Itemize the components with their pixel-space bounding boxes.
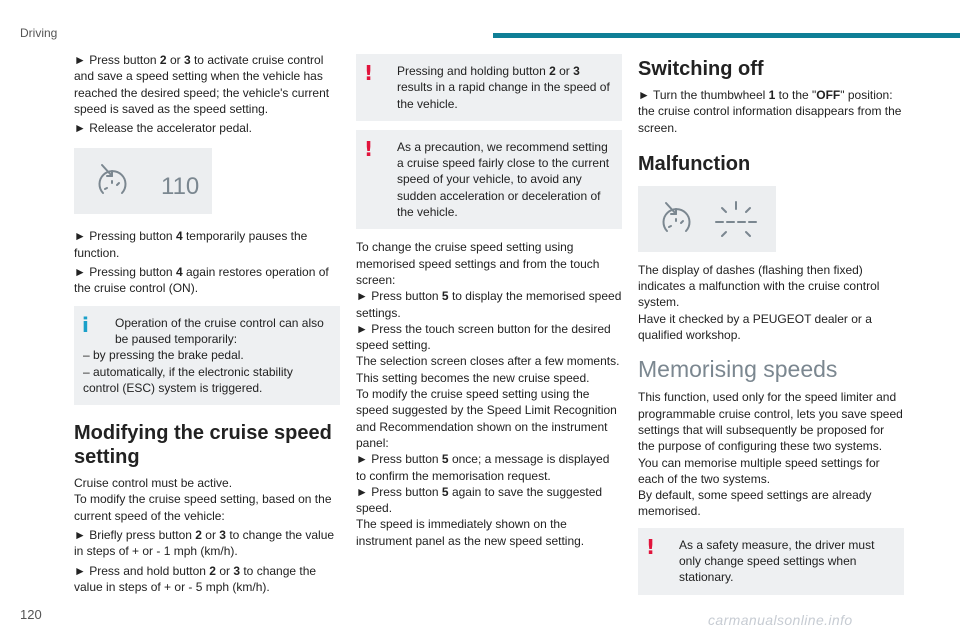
col2-p7: ► Press button 5 once; a message is displayed to confirm the memorisation request. bbox=[356, 452, 610, 483]
col3-p-off: ► Turn the thumbwheel 1 to the "OFF" position: the cruise control information disappears from the screen. bbox=[638, 88, 902, 135]
warning-note-1-text: Pressing and holding button 2 or 3 results in a rapid change in the speed of the vehicle. bbox=[397, 64, 610, 111]
warning-note-3-text: As a safety measure, the driver must only change speed settings when stationary. bbox=[679, 537, 875, 585]
col3-p-malf1: The display of dashes (flashing then fixed) indicates a malfunction with the cruise control system. bbox=[638, 262, 880, 310]
col1-p2: ► Release the accelerator pedal. bbox=[74, 121, 252, 136]
col1-p3: ► Pressing button 4 temporarily pauses the function. bbox=[74, 229, 308, 260]
speedometer-icon bbox=[74, 148, 212, 214]
display-speed-value: 110 bbox=[161, 173, 200, 201]
col2-p6: To modify the cruise speed setting using the speed suggested by the Speed Limit Recognition and Recommendation shown on the instrument panel: bbox=[356, 387, 617, 450]
col3-p-mem1: This function, used only for the speed limiter and programmable cruise control, lets you save speed settings that will subsequently be proposed for the purpose of configuring these two systems. bbox=[638, 390, 903, 454]
column-3 bbox=[638, 57, 904, 595]
col2-p9: The speed is immediately shown on the instrument panel as the new speed setting. bbox=[356, 517, 585, 548]
col1-p5: Cruise control must be active. bbox=[74, 476, 233, 491]
info-note-item-1: – by pressing the brake pedal. bbox=[83, 348, 244, 363]
warning-icon: ! bbox=[364, 61, 374, 85]
heading-memorising-speeds: Memorising speeds bbox=[638, 356, 838, 383]
heading-modifying-cruise-speed: Modifying the cruise speed setting bbox=[74, 422, 332, 469]
info-note bbox=[74, 306, 340, 405]
warning-note-1 bbox=[356, 54, 622, 121]
warning-icon: ! bbox=[646, 534, 656, 559]
col2-p8: ► Press button 5 again to save the suggested speed. bbox=[356, 484, 603, 516]
info-icon: i bbox=[82, 312, 89, 337]
col1-p8: ► Press and hold button 2 or 3 to change the value in steps of + or - 5 mph (km/h). bbox=[74, 563, 317, 594]
warning-note-2 bbox=[356, 130, 622, 229]
column-2 bbox=[356, 54, 622, 552]
warning-note-2-text: As a precaution, we recommend setting a cruise speed fairly close to the current speed of your vehicle, to avoid any sudden acceleration or deceleration of the vehicle. bbox=[397, 139, 610, 220]
col2-p4: The selection screen closes after a few moments. bbox=[356, 354, 620, 369]
info-note-text: Operation of the cruise control can also be paused temporarily: bbox=[115, 315, 324, 346]
col2-p1: To change the cruise speed setting using memorised speed settings and from the touch screen: bbox=[356, 240, 600, 287]
col2-p2: ► Press button 5 to display the memorised speed settings. bbox=[356, 289, 622, 320]
col3-p-mem3: By default, some speed settings are already memorised. bbox=[638, 488, 872, 519]
warning-icon: ! bbox=[364, 136, 374, 161]
col1-p1: ► Press button 2 or 3 to activate cruise control and save a speed setting when the vehicle has reached the desired speed; the vehicle's current speed is saved as the speed setting. bbox=[74, 53, 330, 116]
col1-p6: To modify the cruise speed setting, based on the current speed of the vehicle: bbox=[74, 492, 332, 523]
col3-p-malf2: Have it checked by a PEUGEOT dealer or a qualified workshop. bbox=[638, 311, 872, 343]
warning-note-3 bbox=[638, 528, 904, 595]
col2-p3: ► Press the touch screen button for the desired speed setting. bbox=[356, 321, 611, 353]
col3-p-mem2: You can memorise multiple speed settings for each of the two systems. bbox=[638, 455, 880, 486]
column-1 bbox=[74, 52, 340, 598]
col1-p7: ► Briefly press button 2 or 3 to change the value in steps of + or - 1 mph (km/h). bbox=[74, 528, 335, 559]
cruise-display-illustration bbox=[74, 148, 212, 214]
malfunction-display-illustration bbox=[638, 186, 776, 252]
header-accent-bar bbox=[493, 33, 960, 38]
heading-switching-off: Switching off bbox=[638, 58, 764, 80]
malfunction-dashes-icon bbox=[638, 186, 776, 252]
header-section-title: Driving bbox=[20, 26, 58, 40]
col1-p4: ► Pressing button 4 again restores operation of the cruise control (ON). bbox=[74, 265, 329, 296]
col2-p5: This setting becomes the new cruise speed. bbox=[356, 370, 590, 385]
page-number: 120 bbox=[20, 607, 42, 622]
info-note-item-2: – automatically, if the electronic stability control (ESC) system is triggered. bbox=[83, 364, 293, 395]
heading-malfunction: Malfunction bbox=[638, 152, 751, 175]
watermark: carmanualsonline.info bbox=[708, 612, 853, 628]
